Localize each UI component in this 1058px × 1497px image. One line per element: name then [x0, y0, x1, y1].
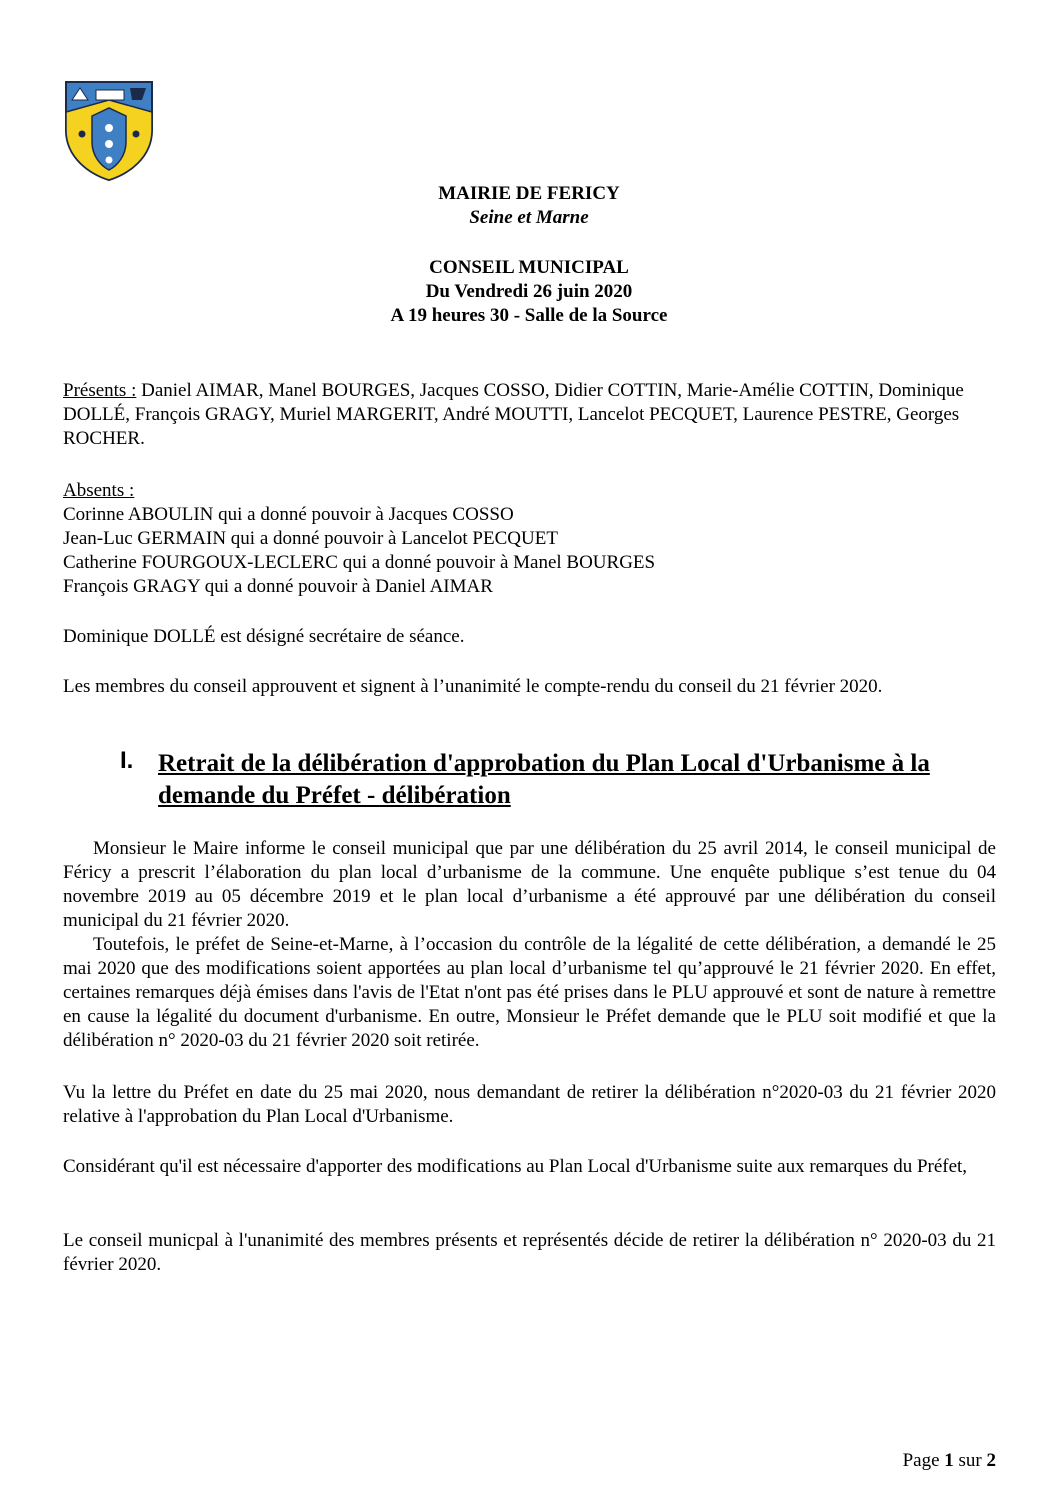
section-paragraph-3: Vu la lettre du Préfet en date du 25 mai 2020, nous demandant de retirer la délibération n°2020-03 du 21 février 2020 relative à l'approbation du Plan Local d'Urbanisme. — [63, 1082, 996, 1127]
meeting-time-place: A 19 heures 30 - Salle de la Source — [390, 305, 668, 326]
section-paragraph-5: Le conseil municpal à l'unanimité des membres présents et représentés décide de retirer la délibération n° 2020-03 du 21 février 2020. — [63, 1230, 996, 1275]
absent-members — [63, 479, 996, 599]
meeting-date: Du Vendredi 26 juin 2020 — [425, 281, 633, 302]
meeting-title: CONSEIL MUNICIPAL — [429, 257, 629, 278]
present-names: Daniel AIMAR, Manel BOURGES, Jacques COSSO, Didier COTTIN, Marie-Amélie COTTIN, Dominique DOLLÉ, François GRAGY, Muriel MARGERIT, André MOUTTI, Lancelot PECQUET, Laurence PESTRE, Georges ROCHER. — [63, 380, 964, 449]
present-label: Présents : — [63, 380, 137, 401]
absent-line: François GRAGY qui a donné pouvoir à Daniel AIMAR — [63, 576, 493, 597]
absent-label: Absents : — [63, 480, 135, 501]
meeting-header — [0, 256, 1058, 328]
section-paragraph-1: Monsieur le Maire informe le conseil municipal que par une délibération du 25 avril 2014, le conseil municipal de Féricy a prescrit l’élaboration du plan local d’urbanisme de la commune. Une enquête publique s’est tenue du 04 novembre 2019 au 05 décembre 2019 et le plan local d’urbanisme a été approuvé par une délibération du conseil municipal du 21 février 2020. — [63, 838, 996, 931]
approval-note: Les membres du conseil approuvent et signent à l’unanimité le compte-rendu du conseil du 21 février 2020. — [63, 676, 883, 697]
page-separator: sur — [953, 1450, 987, 1471]
region-name: Seine et Marne — [469, 207, 589, 228]
page-number — [903, 1449, 996, 1473]
secretary-note: Dominique DOLLÉ est désigné secrétaire de séance. — [63, 626, 465, 647]
page-current: 1 — [944, 1450, 954, 1471]
page-prefix: Page — [902, 1450, 945, 1471]
document-header — [0, 182, 1058, 230]
section-number: I. — [120, 747, 134, 774]
section-paragraph-4: Considérant qu'il est nécessaire d'apporter des modifications au Plan Local d'Urbanisme suite aux remarques du Préfet, — [63, 1156, 968, 1177]
absent-line: Catherine FOURGOUX-LECLERC qui a donné pouvoir à Manel BOURGES — [63, 552, 656, 573]
present-members — [63, 379, 996, 451]
absent-line: Jean-Luc GERMAIN qui a donné pouvoir à Lancelot PECQUET — [63, 528, 558, 549]
org-name: MAIRIE DE FERICY — [438, 183, 620, 204]
absent-line: Corinne ABOULIN qui a donné pouvoir à Jacques COSSO — [63, 504, 514, 525]
coat-of-arms-logo — [62, 78, 156, 182]
section-paragraph-2: Toutefois, le préfet de Seine-et-Marne, à l’occasion du contrôle de la légalité de cette délibération, a demandé le 25 mai 2020 que des modifications soient apportées au plan local d’urbanisme tel qu’approuvé le 21 février 2020. En effet, certaines remarques déjà émises dans l'avis de l'Etat n'ont pas été prises dans le PLU approuvé et sont de nature à remettre en cause la légalité du document d'urbanisme. En outre, Monsieur le Préfet demande que le PLU soit modifié et que la délibération n° 2020-03 du 21 février 2020 soit retirée. — [63, 934, 996, 1051]
page-total: 2 — [986, 1450, 996, 1471]
section-title: Retrait de la délibération d'approbation du Plan Local d'Urbanisme à la demande du Préfet - délibération — [158, 750, 930, 809]
